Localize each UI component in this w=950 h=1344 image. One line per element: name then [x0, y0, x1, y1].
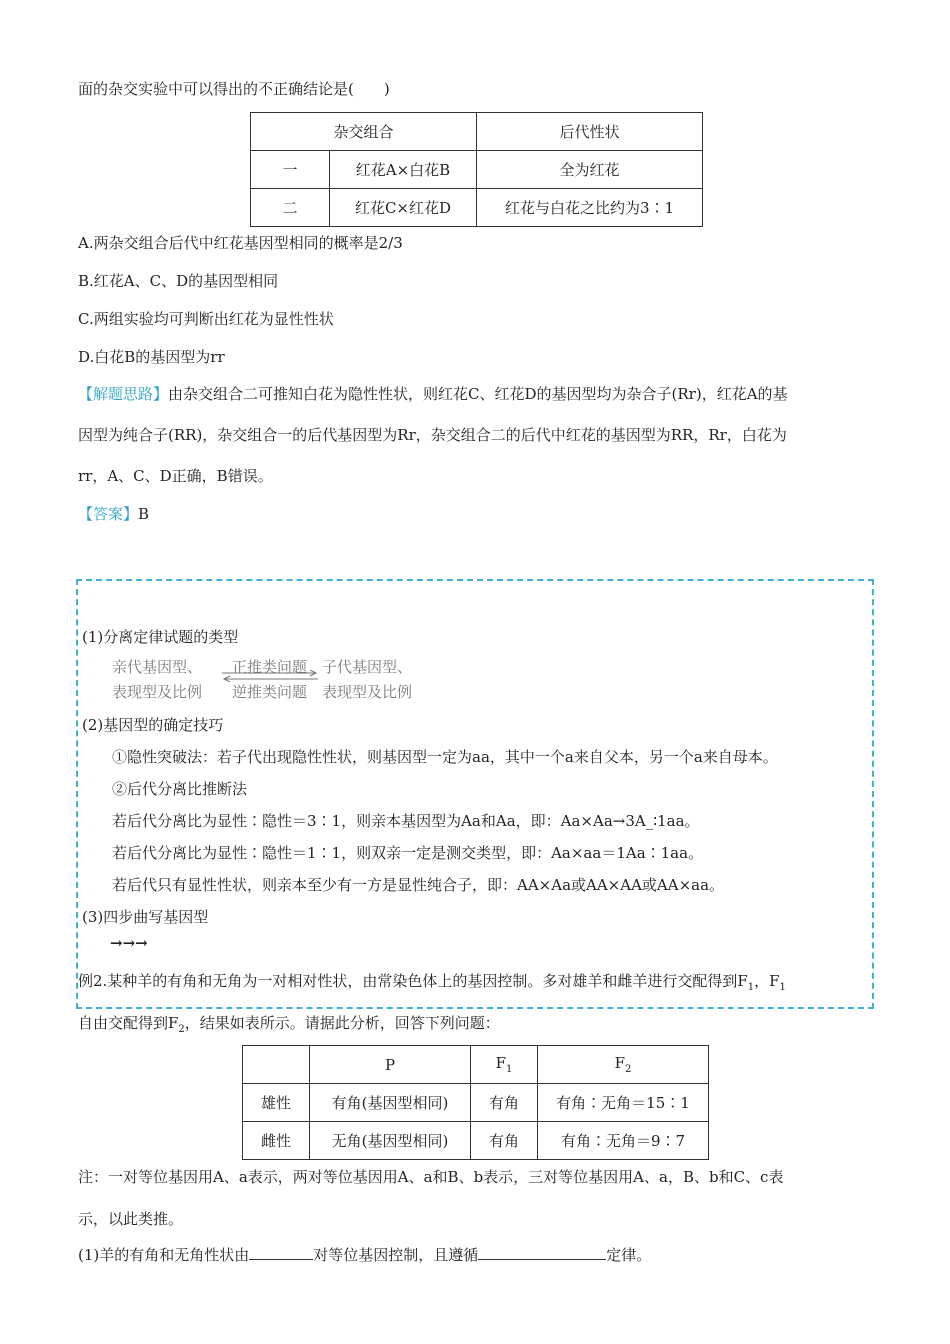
tips-heading-3: (3)四步曲写基因型 [82, 908, 209, 926]
table-header: 杂交组合 [251, 113, 477, 151]
answer-line [78, 503, 149, 524]
analysis-label: 【解题思路】 [78, 385, 169, 403]
table-cell: 二 [251, 189, 330, 227]
method-1: ①隐性突破法：若子代出现隐性性状，则基因型一定为aa，其中一个a来自父本，另一个a来自母本。 [112, 748, 778, 766]
blank-law[interactable] [478, 1245, 606, 1260]
option-c: C.两组实验均可判断出红花为显性性状 [78, 310, 334, 328]
answer-label: 【答案】 [78, 505, 139, 523]
question-intro: 面的杂交实验中可以得出的不正确结论是( ) [78, 80, 390, 98]
option-d: D.白花B的基因型为rr [78, 348, 225, 366]
table-cell: 一 [251, 151, 330, 189]
table-cell: 有角(基因型相同) [310, 1084, 471, 1122]
option-b: B.红花A、C、D的基因型相同 [78, 272, 279, 290]
q2-line-2: 自由交配得到$F_2$，结果如表所示。请据此分析，回答下列问题： [78, 1014, 500, 1035]
table-cell: 无角(基因型相同) [310, 1122, 471, 1160]
table-cell: 红花A×白花B [330, 151, 477, 189]
rule-2: 若后代分离比为显性∶隐性＝1∶1，则双亲一定是测交类型，即：Aa×aa＝1Aa∶1aa。 [112, 844, 704, 862]
diagram-backward-label: 逆推类问题 [232, 683, 308, 701]
table-row [243, 1122, 709, 1160]
answer-value: B [138, 505, 150, 523]
table-header-row [243, 1046, 709, 1084]
table-cell: 全为红花 [477, 151, 703, 189]
table-cell: 雄性 [243, 1084, 310, 1122]
method-2: ②后代分离比推断法 [112, 780, 248, 798]
table-cell: 有角∶无角＝9∶7 [538, 1122, 709, 1160]
table-header: $F_2$ [538, 1046, 709, 1084]
double-arrow-icon [220, 670, 320, 682]
table-row [243, 1084, 709, 1122]
table-header: 后代性状 [477, 113, 703, 151]
note-line-2: 示，以此类推。 [78, 1210, 184, 1228]
table-cell: 有角 [471, 1084, 538, 1122]
diagram-right-top: 子代基因型、 [322, 658, 413, 676]
table-header: $F_1$ [471, 1046, 538, 1084]
diagram-forward-label: 正推类问题 [232, 658, 308, 676]
table-cell: 有角∶无角＝15∶1 [538, 1084, 709, 1122]
option-a: A.两杂交组合后代中红花基因型相同的概率是2/3 [78, 234, 403, 252]
analysis-line-3: rr，A、C、D正确，B错误。 [78, 467, 273, 485]
table-header [243, 1046, 310, 1084]
q2-line-1: 例2.某种羊的有角和无角为一对相对性状，由常染色体上的基因控制。多对雄羊和雌羊进行交配得到$F_1$，$F_1$ [78, 972, 786, 993]
blank-count[interactable] [249, 1245, 313, 1260]
cross-table [250, 112, 703, 227]
diagram-right-bottom: 表现型及比例 [322, 683, 413, 701]
analysis-line-2: 因型为纯合子(RR)，杂交组合一的后代基因型为Rr，杂交组合二的后代中红花的基因型为RR，Rr，白花为 [78, 426, 787, 444]
tips-heading-2: (2)基因型的确定技巧 [82, 716, 224, 734]
table-cell: 红花C×红花D [330, 189, 477, 227]
table-cell: 红花与白花之比约为3∶1 [477, 189, 703, 227]
table-cell: 雌性 [243, 1122, 310, 1160]
diagram-left-bottom: 表现型及比例 [112, 683, 203, 701]
arrows-row: →→→ [110, 934, 148, 952]
table-header: P [310, 1046, 471, 1084]
sub-question-1: (1)羊的有角和无角性状由 对等位基因控制，且遵循 定律。 [78, 1246, 652, 1264]
rule-1: 若后代分离比为显性∶隐性＝3∶1，则亲本基因型为Aa和Aa，即：Aa×Aa→3A_∶1aa。 [112, 812, 700, 830]
analysis-line-1: 【解题思路】由杂交组合二可推知白花为隐性性状，则红花C、红花D的基因型均为杂合子(Rr)，红花A的基 [78, 385, 788, 403]
sheep-table [242, 1045, 709, 1160]
note-line-1: 注：一对等位基因用A、a表示，两对等位基因用A、a和B、b表示，三对等位基因用A、a，B、b和C、c表 [78, 1168, 784, 1186]
table-row [251, 189, 703, 227]
table-row [251, 151, 703, 189]
table-cell: 有角 [471, 1122, 538, 1160]
rule-3: 若后代只有显性性状，则亲本至少有一方是显性纯合子，即：AA×Aa或AA×AA或AA×aa。 [112, 876, 725, 894]
tips-heading-1: (1)分离定律试题的类型 [82, 628, 239, 646]
diagram-left-top: 亲代基因型、 [112, 658, 203, 676]
